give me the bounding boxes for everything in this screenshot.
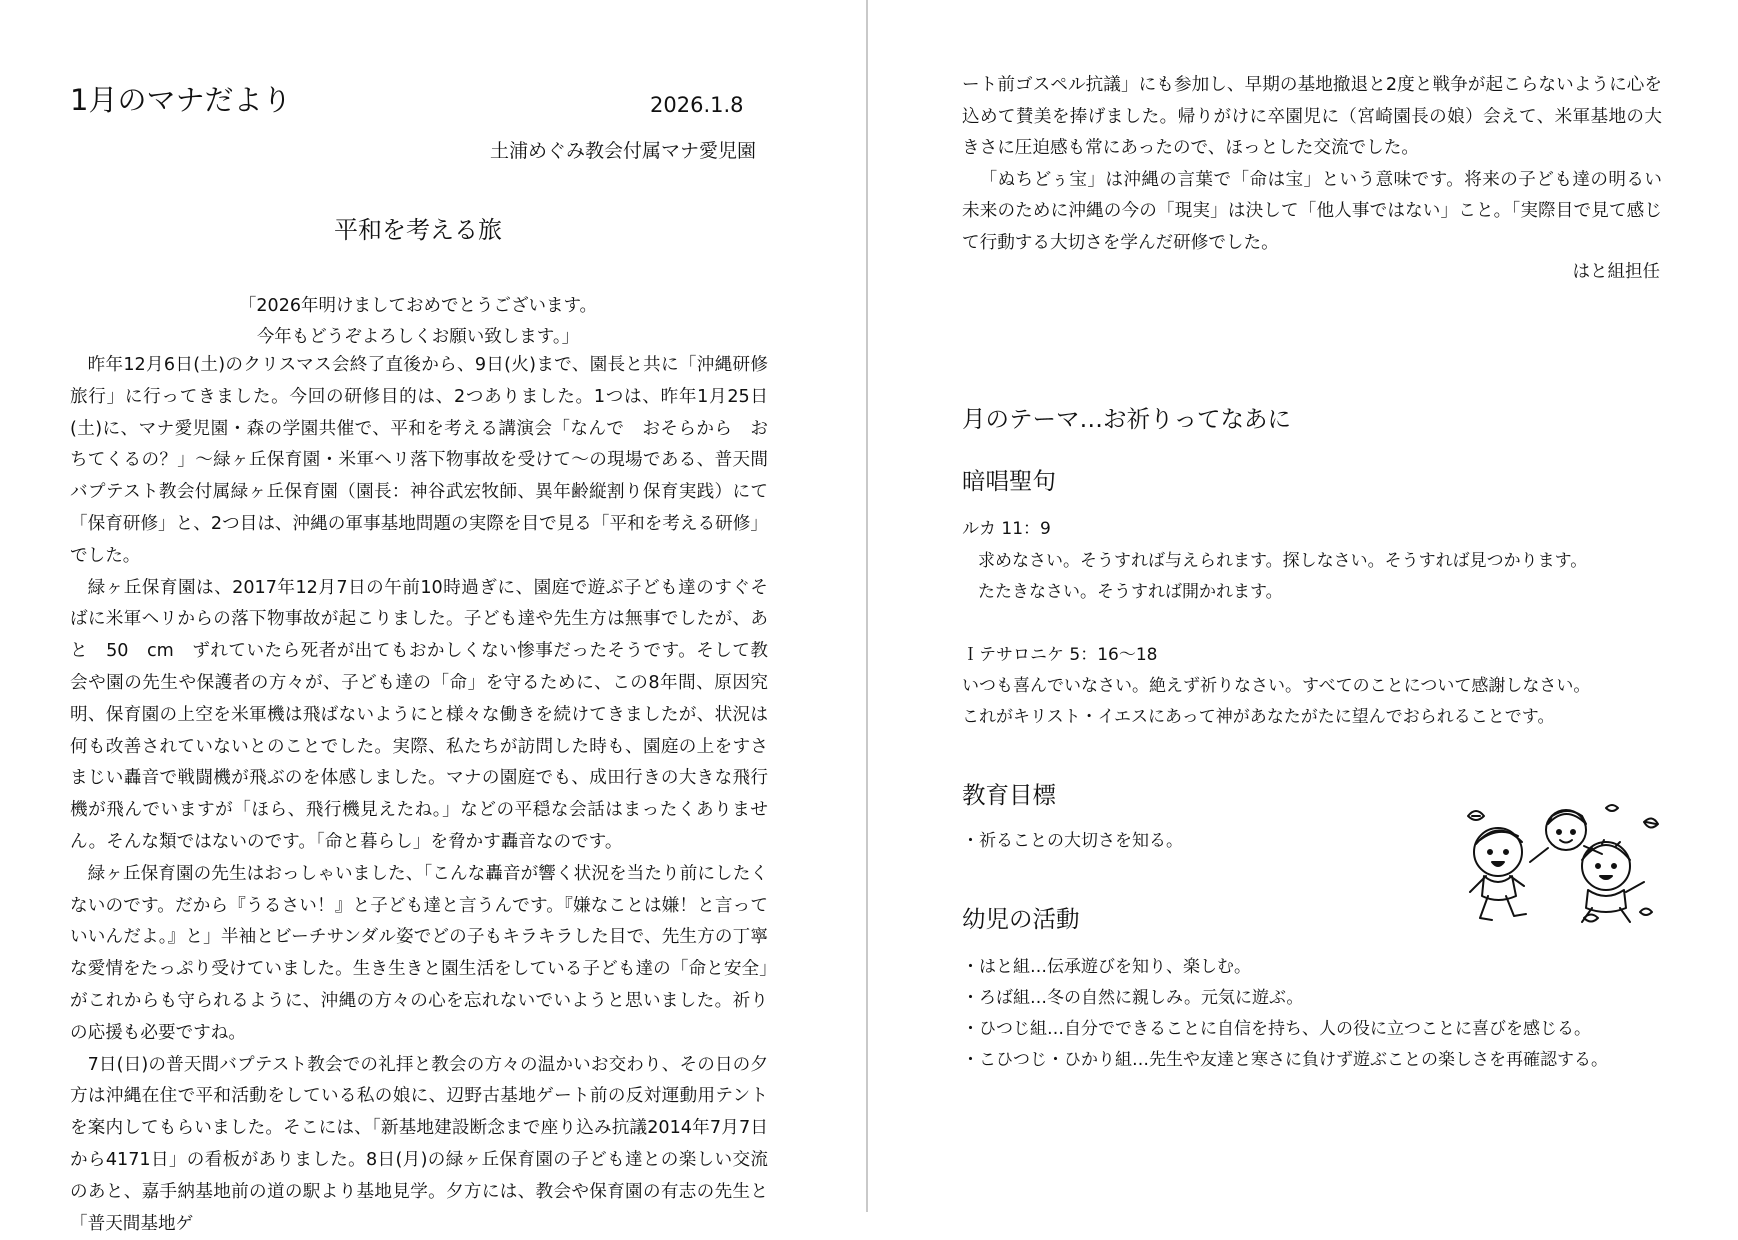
activity-item: ・ろば組…冬の自然に親しみ。元気に遊ぶ。 <box>962 988 1304 1008</box>
activity-item: ・はと組…伝承遊びを知り、楽しむ。 <box>962 957 1251 977</box>
activities-heading: 幼児の活動 <box>962 905 1080 933</box>
verse-line: これがキリスト・イエスにあって神があなたがたに望んでおられることです。 <box>962 707 1555 727</box>
monthly-theme-heading: 月のテーマ…お祈りってなあに <box>962 405 1291 433</box>
right-page <box>868 0 1738 1212</box>
article-heading: 平和を考える旅 <box>334 216 502 244</box>
verse-reference: Ｉテサロニケ 5：16～18 <box>962 645 1158 665</box>
article-paragraph: 緑ヶ丘保育園は、2017年12月7日の午前10時過ぎに、園庭で遊ぶ子ども達のすぐそばに米軍ヘリからの落下物事故が起こりました。子ども達や先生方は無事でしたが、あと 50 cm ずれていたら死者が出てもおかしくない惨事だったそうです。そして教会や園の先生や保護者の方々が、子ども達の「命」を守るために、この8年間、原因究明、保育園の上空を米軍機は飛ばないようにと様々な働きを続けてきましたが、状況は何も改善されていないとのことでした。実際、私たちが訪問した時も、園庭の上をすさまじい轟音で戦闘機が飛ぶのを体感しました。マナの園庭でも、成田行きの大きな飛行機が飛んでいますが「ほら、飛行機見えたね。」などの平穏な会話はまったくありません。そんな類ではないのです。「命と暮らし」を脅かす轟音なのです。 <box>70 577 768 852</box>
article-body <box>70 350 768 1240</box>
verse-line: たたきなさい。そうすれば開かれます。 <box>978 582 1283 602</box>
article-paragraph: ート前ゴスペル抗議」にも参加し、早期の基地撤退と2度と戦争が起こらないように心を込めて賛美を捧げました。帰りがけに卒園児に（宮崎園長の娘）会えて、米軍基地の大きさに圧迫感も常にあったので、ほっとした交流でした。 <box>962 75 1662 158</box>
author-signature: はと組担任 <box>1572 262 1660 282</box>
article-paragraph: 7日(日)の普天間バプテスト教会での礼拝と教会の方々の温かいお交わり、その日の夕方は沖縄在住で平和活動をしている私の娘に、辺野古基地ゲート前の反対運動用テントを案内してもらいました。そこには、「新基地建設断念まで座り込み抗議2014年7月7日から4171日」の看板がありました。8日(月)の緑ヶ丘保育園の子ども達との楽しい交流のあと、嘉手納基地前の道の駅より基地見学。夕方には、教会や保育園の有志の先生と「普天間基地ゲ <box>70 1054 768 1234</box>
newsletter-title: 1月のマナだより <box>70 83 292 117</box>
verse-line: いつも喜んでいなさい。絶えず祈りなさい。すべてのことについて感謝しなさい。 <box>962 676 1591 696</box>
activity-item: ・こひつじ・ひかり組…先生や友達と寒さに負けず遊ぶことの楽しさを再確認する。 <box>962 1050 1608 1070</box>
memory-verse-heading: 暗唱聖句 <box>962 467 1056 495</box>
greeting-line: 「2026年明けましておめでとうございます。 <box>238 296 598 316</box>
activity-item: ・ひつじ組…自分でできることに自信を持ち、人の役に立つことに喜びを感じる。 <box>962 1019 1591 1039</box>
left-page <box>0 0 866 1234</box>
children-playing-illustration <box>1456 800 1666 930</box>
education-goal-item: ・祈ることの大切さを知る。 <box>962 831 1183 851</box>
verse-line: 求めなさい。そうすれば与えられます。探しなさい。そうすれば見つかります。 <box>978 551 1588 571</box>
article-paragraph: 昨年12月6日(土)のクリスマス会終了直後から、9日(火)まで、園長と共に「沖縄研修旅行」に行ってきました。今回の研修目的は、2つありました。1つは、昨年1月25日(土)に、マナ愛児園・森の学園共催で、平和を考える講演会「なんで おそらから おちてくるの？」～緑ヶ丘保育園・米軍ヘリ落下物事故を受けて～の現場である、普天間バプテスト教会付属緑ヶ丘保育園（園長：神谷武宏牧師、異年齢縦割り保育実践）にて「保育研修」と、2つ目は、沖縄の軍事基地問題の実際を目で見る「平和を考える研修」でした。 <box>70 355 768 566</box>
greeting-line: 今年もどうぞよろしくお願い致します。」 <box>256 327 580 347</box>
verse-reference: ルカ 11：9 <box>962 519 1051 539</box>
article-paragraph: 緑ヶ丘保育園の先生はおっしゃいました、「こんな轟音が響く状況を当たり前にしたくないのです。だから『うるさい！』と子ども達と言うんです。『嫌なことは嫌！と言っていいんだよ。』と」半袖とビーチサンダル姿でどの子もキラキラした目で、先生方の丁寧な愛情をたっぷり受けていました。生き生きと園生活をしている子ども達の「命と安全」がこれからも守られるように、沖縄の方々の心を忘れないでいようと思いました。祈りの応援も必要ですね。 <box>70 863 768 1043</box>
organization-name: 土浦めぐみ教会付属マナ愛児園 <box>490 140 757 162</box>
education-goal-heading: 教育目標 <box>962 781 1056 809</box>
article-continuation <box>962 70 1662 259</box>
article-paragraph: 「ぬちどぅ宝」は沖縄の言葉で「命は宝」という意味です。将来の子ども達の明るい未来のために沖縄の今の「現実」は決して「他人事ではない」こと。「実際目で見て感じて行動する大切さを学んだ研修でした。 <box>962 169 1662 253</box>
issue-date: 2026.1.8 <box>650 93 744 117</box>
